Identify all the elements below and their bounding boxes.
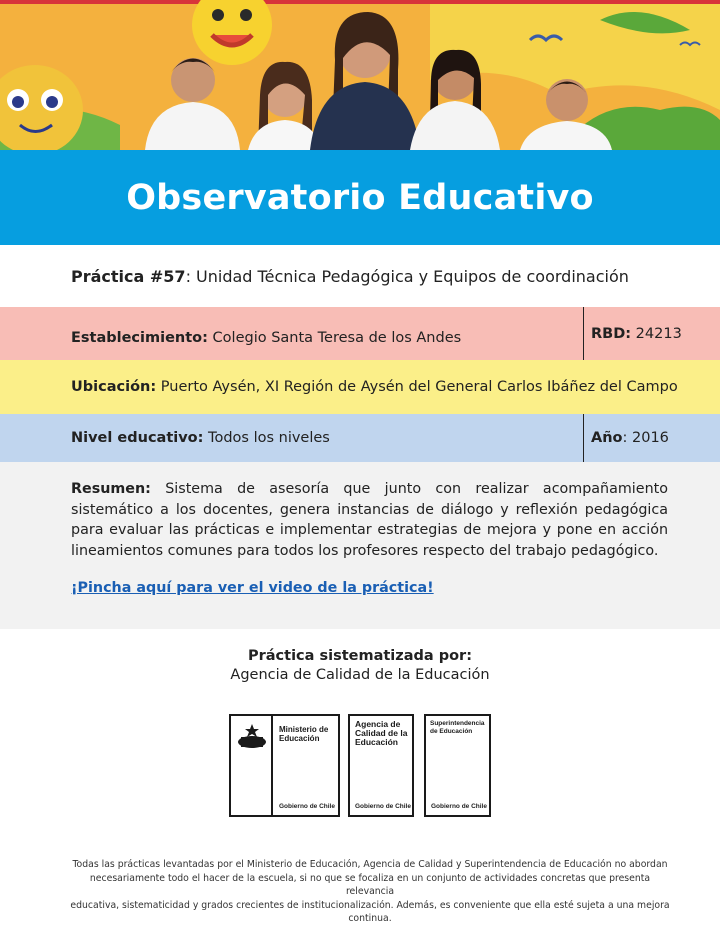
header-photo	[0, 0, 720, 150]
agencia-gob: Gobierno de Chile	[355, 803, 411, 810]
school-value: Colegio Santa Teresa de los Andes	[207, 329, 462, 346]
school-cell	[0, 307, 583, 360]
year-cell	[583, 414, 720, 462]
location-label: Ubicación:	[71, 379, 157, 395]
systematized-heading: Práctica sistematizada por:	[247, 648, 472, 664]
level-row	[0, 414, 720, 462]
coat-of-arms-icon	[235, 722, 269, 750]
institution-logos	[229, 714, 491, 817]
agencia-line2: Calidad de la	[355, 728, 408, 738]
year-value: : 2016	[622, 430, 669, 446]
footer-line1: Todas las prácticas levantadas por el Ministerio de Educación, Agencia de Calidad y Superintendencia de Educación no abordan	[72, 859, 668, 870]
ministerio-line2: Educación	[279, 734, 320, 743]
school-label: Establecimiento:	[71, 329, 208, 346]
superintendencia-line1: Superintendencia	[430, 720, 485, 727]
ministerio-gob: Gobierno de Chile	[279, 803, 335, 810]
rbd-value: 24213	[631, 326, 682, 342]
location-value: Puerto Aysén, XI Región de Aysén del General Carlos Ibáñez del Campo	[156, 379, 678, 395]
page-title: Observatorio Educativo	[126, 177, 594, 218]
superintendencia-logo	[424, 714, 491, 817]
level-value: Todos los niveles	[203, 430, 330, 446]
superintendencia-line2: de Educación	[430, 728, 473, 735]
location-cell	[0, 360, 720, 414]
systematized-org: Agencia de Calidad de la Educación	[230, 667, 490, 683]
superintendencia-gob: Gobierno de Chile	[431, 803, 487, 810]
header-photo-illustration	[0, 0, 720, 150]
location-row	[0, 360, 720, 414]
video-link[interactable]: ¡Pincha aquí para ver el video de la práctica!	[71, 580, 434, 596]
practice-name: : Unidad Técnica Pedagógica y Equipos de coordinación	[185, 266, 629, 286]
logo-divider	[271, 716, 273, 815]
ministerio-logo	[229, 714, 340, 817]
agencia-line3: Educación	[355, 737, 398, 747]
title-band	[0, 150, 720, 245]
summary-paragraph	[71, 479, 668, 561]
practice-number: Práctica #57	[71, 266, 186, 286]
rbd-cell	[583, 307, 720, 360]
level-cell	[0, 414, 583, 462]
summary-text: Sistema de asesoría que junto con realizar acompañamiento sistemático a los docentes, genera instancias de diálogo y reflexión pedagógica para evaluar las prácticas e implementar estrategias de mejora y pone en acción lineamientos comunes para todos los profesores respecto del trabajo pedagógico.	[71, 481, 668, 559]
practice-title-row	[0, 245, 720, 307]
ministerio-line1: Ministerio de	[279, 725, 329, 734]
footer-line2: necesariamente todo el hacer de la escuela, si no que se focaliza en un conjunto de actividades concretas que presenta relevancia	[89, 872, 651, 897]
footer-line3: educativa, sistematicidad y grados crecientes de institucionalización. Además, es conveniente que ella esté sujeta a una mejora continua.	[70, 899, 670, 924]
agencia-logo	[348, 714, 414, 817]
agencia-line1: Agencia de	[355, 719, 401, 729]
rbd-label: RBD:	[591, 326, 632, 342]
systematized-by	[0, 648, 720, 683]
footer-disclaimer	[70, 858, 670, 926]
year-label: Año	[591, 430, 623, 446]
school-row	[0, 307, 720, 360]
summary-label: Resumen:	[71, 481, 151, 497]
summary-box	[0, 462, 720, 629]
level-label: Nivel educativo:	[71, 430, 204, 446]
